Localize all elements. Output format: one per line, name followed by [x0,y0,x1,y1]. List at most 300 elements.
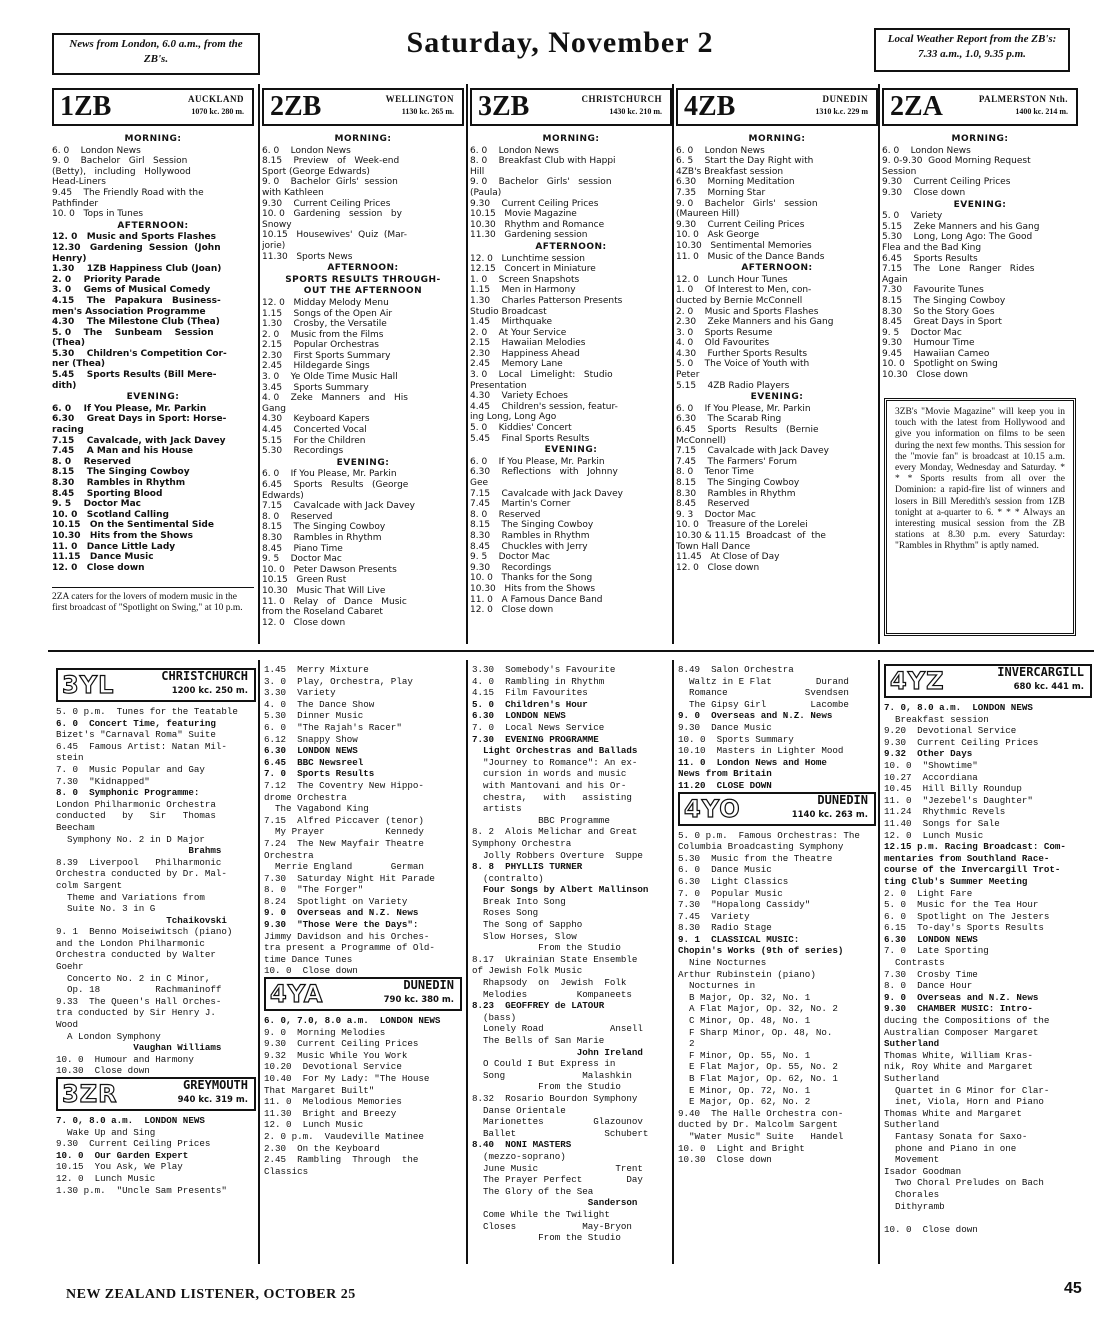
weather-report-box [874,28,1070,72]
station-call-sign: 4YZ [890,667,945,695]
schedule-line: 8.30 Rambles in Rhythm [52,478,186,488]
schedule-line: Lonely Road Ansell [472,1023,643,1035]
schedule-line: 5. 0 The Sunbeam Session [52,327,214,338]
schedule-line: 10. 0 Humour and Harmony [56,1053,194,1065]
schedule-line: 9.30 Current Ceiling Prices [882,177,1011,188]
schedule-line: inet, Viola, Horn and Piano [884,1096,1044,1108]
schedule-line: 6.30 Reflections with Johnny [470,467,618,478]
schedule-line: 5.30 Long, Long Ago: The Good [882,232,1033,243]
schedule-line: E Major, Op. 62, No. 2 [678,1096,811,1108]
schedule-line: 10.15 Movie Magazine [470,209,577,220]
schedule-line: 2 [678,1038,695,1050]
schedule-line: Columbia Broadcasting Symphony [678,841,844,853]
schedule-line: 12. 0 Lunch Music [884,829,984,841]
page-title: Saturday, November 2 [406,26,714,59]
schedule-line: 6.30 Light Classics [678,875,789,887]
schedule-line: 7.45 Martin's Corner [470,499,571,510]
schedule-line: 3. 0 Gems of Musical Comedy [52,285,211,296]
schedule-line: 9.30 CHAMBER MUSIC: Intro- [884,1003,1033,1015]
schedule-line: phone and Piano in one [884,1142,1017,1154]
schedule-line: 6.45 Sports Results [882,253,978,264]
schedule-line: 6.45 Famous Artist: Natan Mil- [56,740,227,752]
schedule-line: 10. 0 "Showtime" [884,759,978,771]
schedule-line: colm Sargent [56,879,123,891]
schedule-line: 5. 0 p.m. Famous Orchestras: The [678,829,860,841]
schedule-line: Beecham [56,821,95,833]
section-heading: EVENING: [336,457,390,468]
schedule-line: 9. 5 Doctor Mac [262,554,342,565]
schedule-line: 7.30 EVENING PROGRAMME [472,733,599,745]
schedule-line: stein [56,752,84,764]
schedule-line: That Margaret Built" [264,1084,375,1096]
schedule-line: 7.45 Variety [678,910,750,922]
schedule-line: 7. 0 Local News Service [472,721,605,733]
schedule-line: Nine Nocturnes [678,957,767,969]
schedule-line: 10.30 Close down [56,1065,150,1077]
schedule-line: 10.30 Close down [678,1154,772,1166]
schedule-line: B Major, Op. 32, No. 1 [678,991,811,1003]
schedule-line: jorie) [262,240,286,251]
schedule-line: Chopin's Works (9th of series) [678,945,844,957]
weather-report-text: Local Weather Report from the ZB's: 7.33 a.m., 1.0, 9.35 p.m. [887,33,1057,60]
station-city: CHRISTCHURCH [161,669,248,683]
schedule-line: Classics [264,1165,309,1177]
schedule-line: Suite No. 3 in G [56,903,156,915]
schedule-line: Again [882,274,908,285]
schedule-line: Theme and Variations from [56,891,205,903]
schedule-line: (mezzo-soprano) [472,1150,566,1162]
schedule-line: 10. 0 Tops in Tunes [52,209,144,220]
schedule-line: Chorales [884,1188,940,1200]
section-heading: SPORTS RESULTS THROUGH- [285,274,441,285]
schedule-line: 10. 0 Spotlight on Swing [882,359,998,370]
station-city: PALMERSTON Nth. [978,94,1068,104]
schedule-line: 6. 0 If You Please, Mr. Parkin [52,403,207,414]
schedule-line: 7.15 Cavalcade, with Jack Davey [52,435,226,446]
schedule-line: The Gipsy Girl Lacombe [678,698,849,710]
schedule-line: 1.30 1ZB Happiness Club (Joan) [52,264,222,275]
schedule-line: 10. 0 Scotland Calling [52,509,169,520]
schedule-line: Hill [470,166,485,177]
schedule-line: 8.30 Rambles in Rhythm [262,532,382,543]
publication-footer: NEW ZEALAND LISTENER, OCTOBER 25 [66,1287,356,1302]
schedule-line: 10.15 Housewives' Quiz (Mar- [262,230,408,241]
schedule-line: Peter [676,370,700,381]
schedule-line: 8. 2 Alois Melichar and Great [472,826,638,838]
schedule-line: 6. 0 Concert Time, featuring [56,717,216,729]
schedule-line: racing [52,425,84,436]
schedule-line: 11.45 At Close of Day [676,552,780,563]
schedule-line: 8.30 Radio Stage [678,922,772,934]
station-call-sign: 1ZB [60,91,112,122]
schedule-line: 6.30 Great Days in Sport: Horse- [52,414,227,425]
schedule-line: 10.40 For My Lady: "The House [264,1073,430,1084]
station-call-sign: 3ZR [62,1080,118,1108]
schedule-line: 10.15 You Ask, We Play [56,1161,183,1173]
schedule-line: 6. 0 London News [262,145,351,156]
schedule-line: 9.30 Current Ceiling Prices [264,1038,419,1050]
schedule-line: 12. 0 Close down [52,562,145,573]
schedule-line: 8.17 Ukrainian State Ensemble [472,953,638,965]
schedule-line: 12.15 p.m. Racing Broadcast: Com- [884,841,1066,853]
schedule-line: 8. 8 PHYLLIS TURNER [472,861,583,873]
schedule-line: 6. 0 London News [470,145,559,156]
column-rule [878,660,880,1264]
schedule-line: 11. 0 Music of the Dance Bands [676,251,825,262]
schedule-line: 6. 0, 7.0, 8.0 a.m. LONDON NEWS [264,1015,441,1027]
station-header-3zb [470,88,672,126]
schedule-line: 10.10 Masters in Lighter Mood [678,745,844,757]
station-city: WELLINGTON [385,94,454,104]
schedule-line: 1.15 Songs of the Open Air [262,308,393,319]
schedule-line: McConnell) [676,435,726,446]
schedule-line: 9.30 Recordings [470,562,552,573]
station-call-sign: 2ZA [890,91,943,122]
schedule-line: 8. 0 Tenor Time [676,467,754,478]
schedule-line: ducted by Bernie McConnell [676,295,803,306]
schedule-line: 6. 0 London News [882,145,971,156]
schedule-line: 11.20 CLOSE DOWN [678,779,772,791]
schedule-line: Closes May-Bryon [472,1220,632,1232]
schedule-line: The Vagabond King [264,803,369,815]
schedule-line: 2.30 On the Keyboard [264,1142,380,1154]
schedule-line: Thomas White, William Kras- [884,1049,1033,1061]
schedule-line: 10.20 Devotional Service [264,1061,402,1073]
schedule-line: Sutherland [884,1073,940,1084]
schedule-line: 10. 0 Close down [264,965,358,977]
schedule-line: 4. 0 Old Favourites [676,338,770,349]
schedule-line: 4.30 Further Sports Results [676,348,808,359]
schedule-line: 1.30 p.m. "Uncle Sam Presents" [56,1184,227,1196]
column-rule [258,660,260,1264]
schedule-line: Orchestra conducted by Walter [56,949,216,961]
schedule-line: 12. 0 Lunch Hour Tunes [676,274,788,285]
schedule-line: The Prayer Perfect Day [472,1174,643,1186]
schedule-line: Roses Song [472,907,539,919]
schedule-line: 8.49 Salon Orchestra [678,664,794,675]
schedule-line: Wake Up and Sing [56,1126,156,1138]
schedule-line: 2.45 Rambling Through the [264,1154,419,1166]
schedule-line: 9. 0 Overseas and N.Z. News [678,710,833,722]
schedule-line: Contrasts [884,957,945,969]
schedule-line: 9.45 The Friendly Road with the [52,187,204,198]
schedule-line: Henry) [52,253,87,264]
schedule-line: 5.15 For the Children [262,435,366,446]
schedule-line: Breakfast session [884,713,989,725]
schedule-line: 3. 0 Local Limelight: Studio [470,370,613,381]
schedule-line: Dithyramb [884,1200,945,1212]
station-column-2za [882,88,1078,381]
station-city: AUCKLAND [187,94,244,104]
station-city: DUNEDIN [817,792,868,807]
station-frequency: 1130 kc. 265 m. [401,107,454,116]
schedule-line: 10.30 Close down [882,370,969,381]
schedule-line: 9. 1 CLASSICAL MUSIC: [678,933,800,945]
lower-column-col1 [56,668,256,1196]
lower-column-col2 [264,664,462,1177]
schedule-line: dith) [52,380,77,391]
schedule-line: 3.30 Somebody's Favourite [472,664,616,675]
schedule-line: 11.15 Dance Music [52,552,154,563]
column-rule [878,84,880,644]
schedule-line: 12. 0 Lunch Music [56,1172,156,1184]
schedule-line: ting Club's Summer Meeting [884,875,1028,887]
schedule-line: 5.15 Zeke Manners and his Gang [882,221,1040,232]
schedule-line: 7.45 A Man and his House [52,446,194,457]
schedule-line: 10.15 On the Sentimental Side [52,520,214,531]
schedule-line: 3.45 Sports Summary [262,382,369,393]
schedule-line: 9.40 The Halle Orchestra con- [678,1107,844,1119]
movie-magazine-box [884,398,1076,636]
schedule-line: 9.32 Other Days [884,748,973,760]
schedule-line: "Journey to Romance": An ex- [472,756,638,768]
schedule-line: 10. 0 Our Garden Expert [56,1149,189,1161]
schedule-line: 2.15 Popular Orchestras [262,340,379,351]
section-heading: MORNING: [124,134,182,144]
schedule-line: 7.15 Cavalcade with Jack Davey [470,488,623,499]
schedule-line: 6.30 LONDON NEWS [264,745,358,757]
schedule-line: 8.15 The Singing Cowboy [52,467,190,478]
schedule-line: 4.30 Keyboard Kapers [262,414,370,425]
schedule-line: 8. 0 Breakfast Club with Happi [470,156,616,167]
news-from-london-text: News from London, 6.0 a.m., from the ZB's. [69,38,243,65]
schedule-line: Melodies Kompaneets [472,988,632,1000]
station-city: CHRISTCHURCH [581,94,662,104]
station-header-4yz [884,664,1092,698]
schedule-line: ducing the Compositions of the [884,1015,1050,1027]
schedule-line: Edwards) [262,490,304,501]
schedule-line: 8.30 Rambles in Rhythm [676,488,796,499]
station-header-4zb [676,88,878,126]
schedule-line: 8.24 Spotlight on Variety [264,895,408,907]
schedule-line: 9. 0 Morning Melodies [264,1026,386,1038]
schedule-line: 9. 5 Doctor Mac [470,552,550,563]
schedule-line: 10.30 Sentimental Memories [676,240,812,251]
schedule-line: 6. 0 London News [52,145,141,156]
schedule-line: 11. 0 Melodious Memories [264,1096,402,1108]
schedule-line: 4. 0 The Dance Show [264,698,375,710]
schedule-line: 9.30 Current Ceiling Prices [676,219,805,230]
schedule-line: 8.45 Chuckles with Jerry [470,541,588,552]
schedule-line: nik, Roy White and Margaret [884,1061,1033,1073]
schedule-line: 12.30 Gardening Session (John [52,242,221,253]
schedule-line: 11. 0 A Famous Dance Band [470,594,603,605]
schedule-line: 7.45 The Farmers' Forum [676,456,798,467]
schedule-line: 11.30 Sports News [262,251,353,262]
schedule-line: 6.30 LONDON NEWS [472,710,566,722]
schedule-line: 5. 0 Children's Hour [472,698,588,710]
schedule-line: "Water Music" Suite Handel [678,1130,844,1142]
schedule-line: 7.24 The New Mayfair Theatre [264,837,424,849]
schedule-line: (Betty), including Hollywood [52,166,191,177]
lower-column-col5 [884,664,1092,1235]
schedule-line: 10. 0 Gardening session by [262,209,402,220]
schedule-line: 7.30 "Kidnapped" [56,775,150,787]
schedule-line: 7.15 The Lone Ranger Rides [882,264,1035,275]
schedule-line: 9.30 Current Ceiling Prices [470,198,599,209]
section-heading: EVENING: [953,199,1007,210]
schedule-line: 5. 0 Variety [882,211,943,222]
schedule-line: 8.30 So the Story Goes [882,306,995,317]
schedule-line: Romance Svendsen [678,687,849,699]
schedule-line: 6.45 Sports Results (George [262,480,409,490]
schedule-line: Gee [470,478,489,488]
schedule-line: Quartet in G Minor for Clar- [884,1084,1050,1096]
schedule-line: 7.15 Cavalcade with Jack Davey [262,501,415,512]
schedule-line: Marionettes Glazounov [472,1116,643,1128]
schedule-line: 10. 0 Close down [884,1223,978,1235]
schedule-line: 5. 0 p.m. Tunes for the Teatable [56,706,238,717]
schedule-line: Australian Composer Margaret [884,1026,1039,1038]
schedule-line: 12. 0 Close down [676,562,760,573]
station-frequency: 1200 kc. 250 m. [171,686,248,696]
schedule-line: and the London Philharmonic [56,937,205,949]
lower-column-col4 [678,664,876,1166]
station-call-sign: 3YL [62,671,115,699]
schedule-line [884,1212,1092,1224]
schedule-line: 9.30 Current Ceiling Prices [262,198,391,209]
schedule-line: 10. 0 Thanks for the Song [470,573,593,584]
station-header-2zb [262,88,464,126]
schedule-line: 6. 0 Spotlight on The Jesters [884,910,1050,922]
schedule-line: Four Songs by Albert Mallinson [472,884,649,896]
schedule-line: 6.15 To-day's Sports Results [884,922,1044,934]
schedule-line: 6. 0 London News [676,145,765,156]
schedule-line: Studio Broadcast [470,306,547,317]
station-frequency: 790 kc. 380 m. [383,995,454,1006]
schedule-line: 10.15 Green Rust [262,575,347,586]
schedule-line: 8.45 Reserved [676,499,750,510]
schedule-line: 9. 0 Overseas and N.Z. News [264,907,419,919]
schedule-line: 5.45 Sports Results (Bill Mere- [52,370,217,381]
schedule-line: 4ZB's Breakfast session [676,166,784,177]
schedule-line: 4.45 Children's session, featur- [470,401,618,412]
schedule-line: Danse Orientale [472,1104,566,1116]
schedule-line: Orchestra [264,849,314,861]
schedule-line: 8.30 Rambles in Rhythm [470,530,590,541]
schedule-line: 8.45 Sporting Blood [52,488,163,499]
schedule-line: with Kathleen [262,187,324,198]
schedule-line: 7. 0 Late Sporting [884,945,989,957]
schedule-line: 6.12 Snappy Show [264,733,358,745]
station-frequency: 680 kc. 441 m. [1013,682,1084,692]
schedule-line: 6. 0 Dance Music [678,864,772,876]
schedule-line: John Ireland [472,1046,643,1058]
schedule-line: Isador Goodman [884,1165,962,1177]
schedule-line: 11.30 Gardening session [470,230,588,241]
schedule-line: 2.45 Hildegarde Sings [262,361,370,372]
column-rule [466,660,468,1264]
schedule-line: conducted by Sir Thomas [56,810,216,822]
section-heading: AFTERNOON: [327,263,399,274]
schedule-line: 11. 0 Relay of Dance Music [262,596,407,607]
schedule-line: 8.40 NONI MASTERS [472,1139,572,1151]
schedule-line: 12. 0 Midday Melody Menu [262,297,389,308]
schedule-line: 2.45 Memory Lane [470,359,563,370]
column-rule [466,84,468,644]
schedule-line: 10. 0 Light and Bright [678,1142,805,1154]
section-heading: AFTERNOON: [741,263,813,274]
schedule-line: From the Studio [472,1232,621,1244]
news-from-london-box [52,33,260,75]
schedule-line: Song Malashkin [472,1069,632,1081]
schedule-line: The Bells of San Marie [472,1035,605,1046]
schedule-line: Gang [262,403,286,414]
column-rule [672,660,674,1264]
station-frequency: 1070 kc. 280 m. [191,107,244,116]
schedule-line: 1. 0 Screen Snapshots [470,274,580,285]
schedule-line: 2. 0 Priority Parade [52,274,161,285]
schedule-line: 10.45 Hill Billy Roundup [884,783,1022,795]
schedule-line: 7. 0 Sports Results [264,768,375,780]
schedule-line: Sanderson [472,1197,638,1209]
schedule-line: 5.30 Children's Competition Cor- [52,348,227,359]
schedule-line: 2.30 First Sports Summary [262,350,391,361]
schedule-line: Thomas White and Margaret [884,1107,1022,1119]
schedule-line: 9. 1 Benno Moiseiwitsch (piano) [56,926,233,938]
section-heading: OUT THE AFTERNOON [303,286,423,297]
schedule-line: (bass) [472,1011,517,1023]
section-heading: EVENING: [750,392,804,403]
schedule-line: 6.45 Sports Results (Bernie [676,425,819,436]
schedule-line: time Dance Tunes [264,953,353,965]
schedule-line: 4.15 The Papakura Business- [52,295,221,306]
schedule-line: Symphony No. 2 in D Major [56,833,205,845]
station-frequency: 1430 kc. 210 m. [609,107,662,116]
schedule-line: mentaries from Southland Race- [884,852,1050,864]
schedule-line: artists [472,803,522,815]
section-heading: MORNING: [334,134,392,144]
station-header-2za [882,88,1078,126]
section-heading: AFTERNOON: [535,241,607,252]
section-divider [48,650,1094,652]
schedule-line: Arthur Rubinstein (piano) [678,968,816,980]
schedule-line: Wood [56,1019,79,1031]
schedule-line: Light Orchestras and Ballads [472,745,638,757]
schedule-line: Presentation [470,380,527,391]
schedule-line: 5. 0 The Voice of Youth with [676,359,810,370]
schedule-line: 12.15 Concert in Miniature [470,264,596,275]
schedule-line: Concerto No. 2 in C Minor, [56,972,211,984]
schedule-line: 5. 0 Kiddies' Concert [470,423,572,434]
station-call-sign: 4ZB [684,91,736,122]
schedule-line: 6. 0 If You Please, Mr. Parkin [470,456,605,467]
section-heading: AFTERNOON: [117,220,189,231]
schedule-line: 2.15 Hawaiian Melodies [470,338,586,349]
station-header-1zb [52,88,254,126]
column-rule [672,84,674,644]
lower-column-col3 [472,664,670,1244]
schedule-line: 9. 0 Bachelor Girls' session [470,177,612,188]
station-column-2zb [262,88,464,628]
schedule-line: Snowy [262,219,292,230]
schedule-line: 8. 0 Reserved [52,456,131,467]
schedule-line: 4.30 Variety Echoes [470,391,568,402]
station-header-3zr [56,1077,256,1111]
station-city: DUNEDIN [403,978,454,993]
schedule-line: 5.15 4ZB Radio Players [676,380,790,391]
schedule-line: tra conducted by Sir Henry J. [56,1007,216,1019]
schedule-line: 9.33 The Queen's Hall Orches- [56,995,222,1007]
schedule-line: Come While the Twilight [472,1208,610,1220]
schedule-line: ing Long, Long Ago [470,412,557,423]
schedule-line: with Mantovani and his Or- [472,779,627,791]
schedule-line: 8.15 The Singing Cowboy [882,295,1006,306]
schedule-line: 1. 0 Of Interest to Men, con- [676,285,812,296]
schedule-line: 11. 0 London News and Home [678,756,827,768]
schedule-line: 10. 0 Treasure of the Lorelei [676,520,808,531]
schedule-line: A London Symphony [56,1030,161,1042]
